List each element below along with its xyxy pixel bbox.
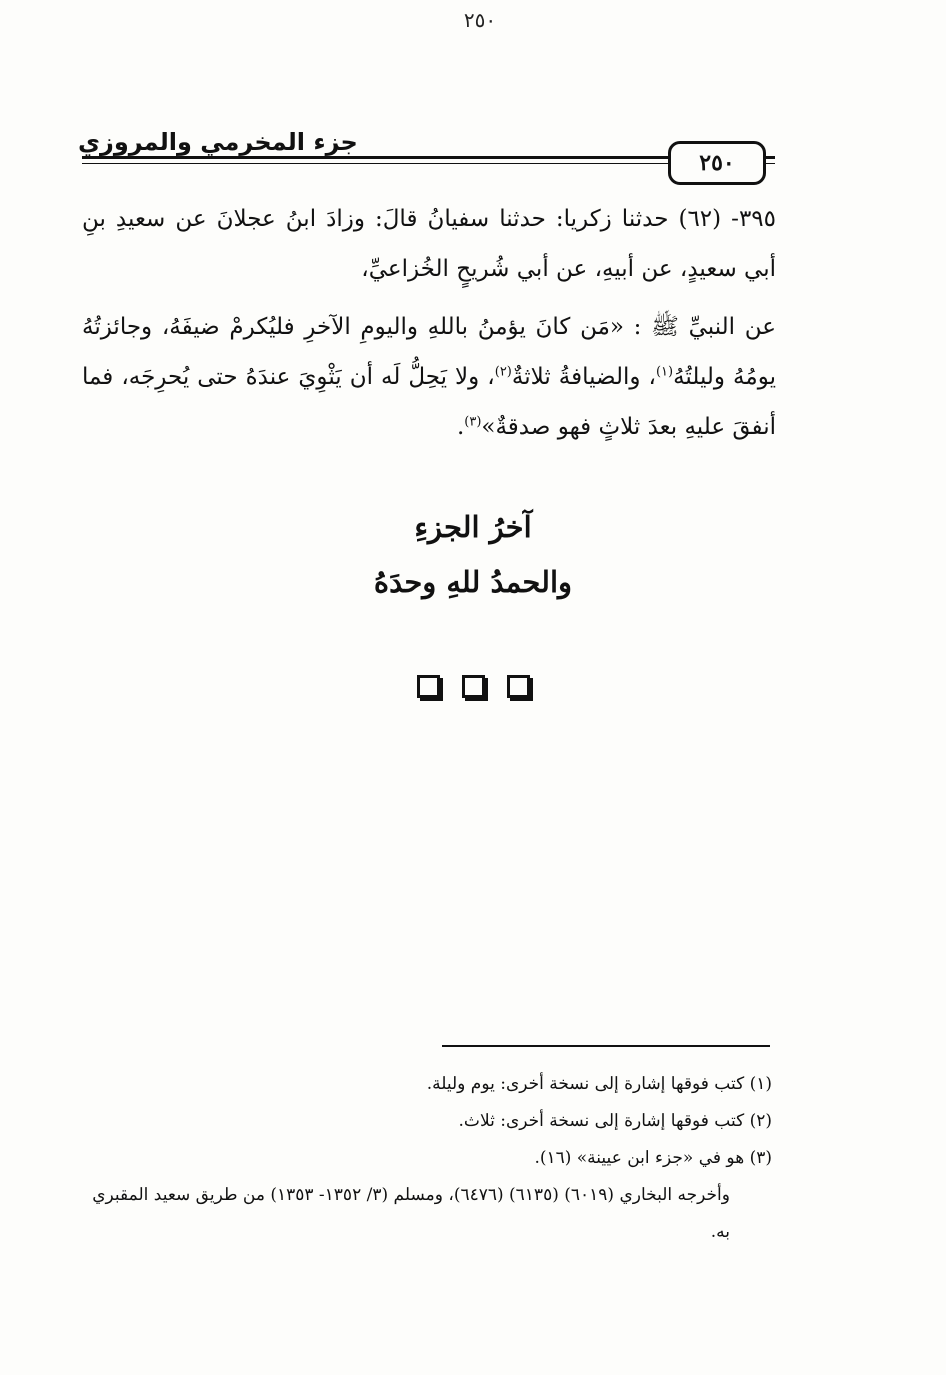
footnote-marker-2: (٢)	[494, 364, 512, 380]
ornament-square-icon	[417, 675, 440, 698]
colophon-end-of-part: آخرُ الجزءِ	[414, 510, 532, 544]
footnote-2: (٢) كتب فوقها إشارة إلى نسخة أخرى: ثلاث.	[458, 1111, 772, 1131]
ornament-square-icon	[507, 675, 530, 698]
hadith-matn-part2: ، والضيافةُ ثلاثةٌ	[511, 364, 656, 390]
page-number-box: ٢٥٠	[668, 141, 766, 185]
hadith-matn	[82, 302, 776, 452]
footnote-3: (٣) هو في «جزء ابن عيينة» (١٦).	[534, 1148, 772, 1168]
footnote-marker-3: (٣)	[464, 414, 482, 430]
footnotes	[78, 1066, 778, 1251]
hadith-text	[82, 194, 776, 452]
running-header-title: جزء المخرمي والمروزي	[78, 128, 358, 156]
colophon-praise: والحمدُ للهِ وحدَهُ	[373, 565, 573, 599]
hadith-matn-part3: ، ولا يَحِلُّ لَه أن يَثْوِيَ عندَهُ حتى يُحرِجَه، فما أنفقَ عليهِ بعدَ ثلاثٍ فهو صدقةٌ»	[82, 364, 776, 440]
hadith-isnad: ٣٩٥- (٦٢) حدثنا زكريا: حدثنا سفيانُ قالَ: وزادَ ابنُ عجلانَ عن سعيدِ بنِ أبي سعيدٍ، عن أبيهِ، عن أبي شُريحٍ الخُزاعيِّ،	[82, 206, 776, 282]
top-page-number: ٢٥٠	[463, 8, 497, 32]
footnote-separator	[442, 1045, 770, 1047]
hadith-matn-end: .	[456, 414, 465, 440]
section-end-ornament	[0, 675, 946, 698]
hadith-matn-part1: عن النبيِّ ﷺ : «مَن كانَ يؤمنُ باللهِ واليومِ الآخرِ فليُكرمْ ضيفَهُ، وجائزتُهُ يومُهُ وليلتُهُ	[82, 314, 776, 390]
footnote-1: (١) كتب فوقها إشارة إلى نسخة أخرى: يوم وليلة.	[426, 1074, 772, 1094]
ornament-square-icon	[462, 675, 485, 698]
footnote-3-continuation: وأخرجه البخاري (٦٠١٩) (٦١٣٥) (٦٤٧٦)، ومسلم (٣/ ١٣٥٢- ١٣٥٣) من طريق سعيد المقبري به.	[92, 1185, 730, 1242]
footnote-marker-1: (١)	[655, 364, 674, 380]
